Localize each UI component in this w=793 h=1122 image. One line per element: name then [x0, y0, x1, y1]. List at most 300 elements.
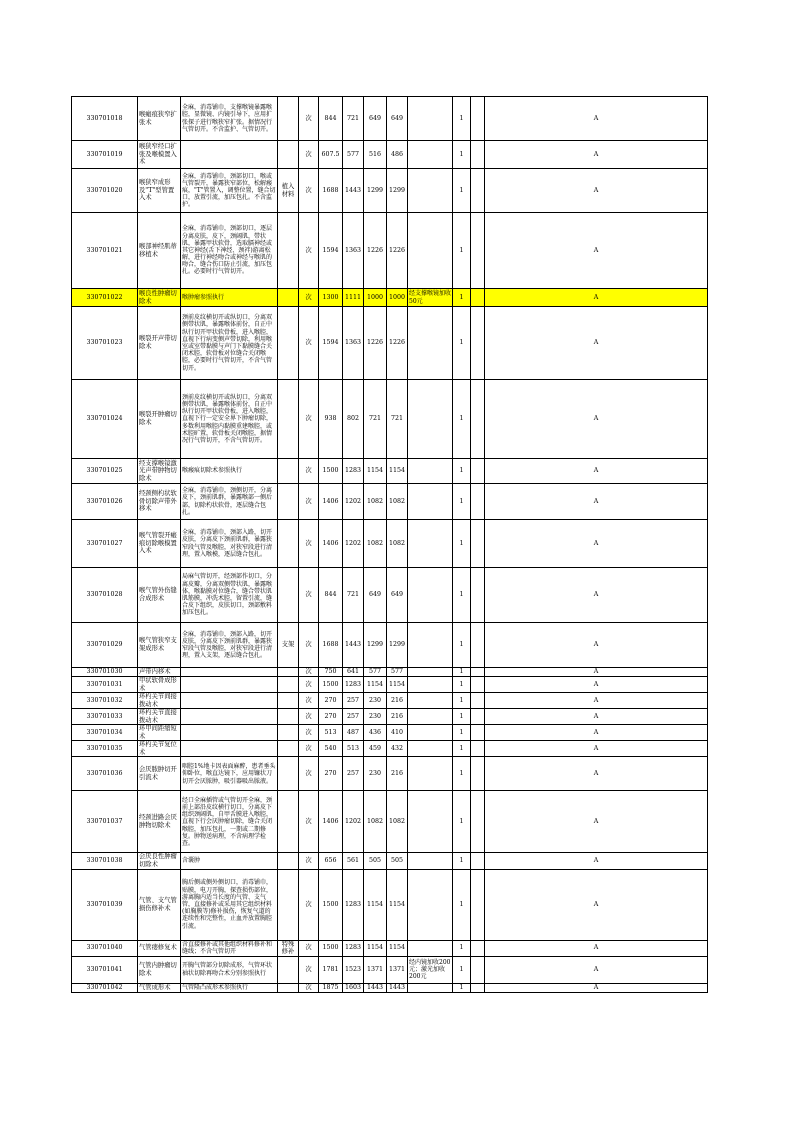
price-level-1-cell: 270: [319, 757, 343, 791]
price-level-2-cell: 721: [343, 568, 364, 623]
item-content-cell: 气管隆凸成形术参照执行: [181, 983, 278, 992]
price-level-2-cell: 487: [343, 725, 364, 741]
excluded-content-cell: [278, 983, 299, 992]
excluded-content-cell: [278, 757, 299, 791]
blank-cell: [471, 289, 485, 307]
item-content-cell: [181, 725, 278, 741]
unit-cell: 次: [299, 289, 319, 307]
ratio-cell: 1: [453, 741, 471, 757]
excluded-content-cell: [278, 725, 299, 741]
item-code-cell: 330701029: [72, 623, 138, 668]
payment-category-cell: A: [485, 983, 708, 992]
item-code-cell: 330701024: [72, 380, 138, 459]
item-name-cell: 环杓关节直接拨动术: [138, 709, 181, 725]
blank-cell: [471, 169, 485, 213]
price-level-2-cell: 257: [343, 693, 364, 709]
item-name-cell: 气管成形术: [138, 983, 181, 992]
payment-category-cell: A: [485, 289, 708, 307]
price-level-2-cell: 1202: [343, 484, 364, 520]
item-name-cell: 喉部神经肌蒂移植术: [138, 213, 181, 289]
ratio-cell: 1: [453, 169, 471, 213]
excluded-content-cell: [278, 213, 299, 289]
item-content-cell: 颈前皮纹横切开或纵切口，分离双侧带状肌，暴露喉体前份，自正中纵行切开甲状软骨板，进入喉腔，直视下行一定安全界下肿瘤切除，多数利用喉腔内黏膜重建喉腔，或术腔旷置，软骨板关闭喉腔，据情况行气管切开，不含气管切开。: [181, 380, 278, 459]
blank-cell: [471, 983, 485, 992]
price-level-4-cell: 1226: [387, 213, 408, 289]
table-row: [72, 853, 708, 869]
price-level-4-cell: 410: [387, 725, 408, 741]
price-level-1-cell: 1875: [319, 983, 343, 992]
item-code-cell: 330701027: [72, 520, 138, 568]
price-level-1-cell: 844: [319, 97, 343, 141]
note-cell: [408, 520, 453, 568]
price-level-1-cell: 540: [319, 741, 343, 757]
excluded-content-cell: [278, 141, 299, 169]
price-level-4-cell: 216: [387, 693, 408, 709]
note-cell: [408, 791, 453, 853]
unit-cell: 次: [299, 97, 319, 141]
payment-category-cell: A: [485, 741, 708, 757]
excluded-content-cell: [278, 380, 299, 459]
item-name-cell: 喉裂开声带切除术: [138, 307, 181, 380]
table-row: [72, 668, 708, 677]
table-row: [72, 983, 708, 992]
unit-cell: 次: [299, 741, 319, 757]
price-level-1-cell: 938: [319, 380, 343, 459]
excluded-content-cell: [278, 97, 299, 141]
table-row: [72, 940, 708, 956]
note-cell: [408, 459, 453, 484]
blank-cell: [471, 940, 485, 956]
item-name-cell: 气管内肿瘤切除术: [138, 956, 181, 983]
table-row: [72, 623, 708, 668]
price-level-2-cell: 1283: [343, 869, 364, 940]
item-content-cell: [181, 677, 278, 693]
ratio-cell: 1: [453, 568, 471, 623]
item-name-cell: 喉狭窄成形及"T"型管置入术: [138, 169, 181, 213]
price-level-4-cell: 486: [387, 141, 408, 169]
unit-cell: 次: [299, 520, 319, 568]
price-level-1-cell: 270: [319, 709, 343, 725]
note-cell: [408, 169, 453, 213]
table-row: [72, 741, 708, 757]
price-level-3-cell: 649: [364, 568, 387, 623]
ratio-cell: 1: [453, 623, 471, 668]
blank-cell: [471, 623, 485, 668]
price-level-2-cell: 1443: [343, 169, 364, 213]
item-code-cell: 330701033: [72, 709, 138, 725]
excluded-content-cell: 特殊修补: [278, 940, 299, 956]
price-level-1-cell: 1688: [319, 623, 343, 668]
note-cell: [408, 484, 453, 520]
item-code-cell: 330701040: [72, 940, 138, 956]
note-cell: [408, 757, 453, 791]
item-code-cell: 330701039: [72, 869, 138, 940]
price-level-1-cell: 1594: [319, 307, 343, 380]
payment-category-cell: A: [485, 568, 708, 623]
excluded-content-cell: [278, 791, 299, 853]
price-level-4-cell: 1154: [387, 869, 408, 940]
note-cell: [408, 725, 453, 741]
price-level-4-cell: 721: [387, 380, 408, 459]
price-level-1-cell: 844: [319, 568, 343, 623]
ratio-cell: 1: [453, 983, 471, 992]
price-level-3-cell: 230: [364, 757, 387, 791]
note-cell: [408, 709, 453, 725]
price-level-2-cell: 513: [343, 741, 364, 757]
blank-cell: [471, 568, 485, 623]
note-cell: 经支撑喉镜加收50元: [409, 290, 452, 305]
item-code-cell: 330701023: [72, 307, 138, 380]
excluded-content-cell: [278, 853, 299, 869]
item-content-cell: 全麻，消毒铺巾，颈部切口，喉或气管裂开，暴露狭窄部位，松解瘢痕，"T"管置入，调整位置，缝合切口，放置引流，加压包扎。不含监护。: [181, 169, 278, 213]
item-content-cell: 经口全麻插管或气管切开全麻，颈前上部沿皮纹横行切口，分离皮下组织颈阔肌，自甲舌膜进入喉腔，直视下行会厌肿瘤切除，缝合关闭喉腔，加压包扎，一期或二期修复。肿物送病理，不含病理学检查。: [181, 791, 278, 853]
price-level-3-cell: 1082: [364, 791, 387, 853]
price-level-3-cell: 505: [364, 853, 387, 869]
price-level-3-cell: 1154: [364, 677, 387, 693]
excluded-content-cell: [278, 307, 299, 380]
blank-cell: [471, 757, 485, 791]
unit-cell: 次: [299, 791, 319, 853]
excluded-content-cell: [278, 677, 299, 693]
unit-cell: 次: [299, 213, 319, 289]
blank-cell: [471, 791, 485, 853]
payment-category-cell: A: [485, 791, 708, 853]
payment-category-cell: A: [485, 380, 708, 459]
payment-category-cell: A: [485, 520, 708, 568]
ratio-cell: 1: [453, 141, 471, 169]
item-name-cell: 喉气管外伤缝合成形术: [138, 568, 181, 623]
item-name-cell: 喉气管裂开瘢痕切除喉模置入术: [138, 520, 181, 568]
payment-category-cell: A: [485, 956, 708, 983]
price-level-3-cell: 1000: [364, 289, 387, 307]
blank-cell: [471, 484, 485, 520]
price-level-1-cell: 656: [319, 853, 343, 869]
item-code-cell: 330701037: [72, 791, 138, 853]
price-level-1-cell: 1406: [319, 484, 343, 520]
price-level-4-cell: 1226: [387, 307, 408, 380]
note-cell: [408, 97, 453, 141]
price-level-4-cell: 1000: [387, 289, 408, 307]
price-level-2-cell: 1111: [343, 289, 364, 307]
ratio-cell: 1: [453, 725, 471, 741]
item-content-cell: 颈前皮纹横切开或纵切口，分离双侧带状肌，暴露喉体前份，自正中纵行切开甲状软骨板，进入喉腔，直视下行病变侧声带切除，利用喉室或室带黏膜与声门下黏膜缝合关闭术腔，软骨板对位缝合关闭喉腔，必要时行气管切开，不含气管切开。: [181, 307, 278, 380]
price-level-2-cell: 1523: [343, 956, 364, 983]
item-content-cell: 喉瘢痕切除术参照执行: [181, 459, 278, 484]
unit-cell: 次: [299, 307, 319, 380]
price-level-4-cell: 1082: [387, 484, 408, 520]
price-level-2-cell: 1443: [343, 623, 364, 668]
excluded-content-cell: [278, 484, 299, 520]
item-code-cell: 330701022: [72, 289, 138, 307]
item-name-cell: 气管、支气管损伤修补术: [138, 869, 181, 940]
fee-schedule-table: [71, 96, 708, 993]
blank-cell: [471, 693, 485, 709]
item-code-cell: 330701026: [72, 484, 138, 520]
price-level-3-cell: 516: [364, 141, 387, 169]
blank-cell: [471, 520, 485, 568]
price-level-1-cell: 1406: [319, 791, 343, 853]
excluded-content-cell: [278, 956, 299, 983]
blank-cell: [471, 725, 485, 741]
unit-cell: 次: [299, 709, 319, 725]
note-cell: [408, 668, 453, 677]
item-name-cell: 经颈侧杓状软骨切除声带外移术: [138, 484, 181, 520]
excluded-content-cell: [278, 869, 299, 940]
payment-category-cell: A: [485, 869, 708, 940]
ratio-cell: 1: [453, 956, 471, 983]
item-content-cell: 含直接修补或其他组织材料修补和缝线；不含气管切开: [181, 940, 278, 956]
note-cell: 经内镜加收200元；激光加收200元: [408, 956, 453, 983]
price-level-3-cell: 1443: [364, 983, 387, 992]
blank-cell: [471, 853, 485, 869]
price-level-4-cell: 1154: [387, 459, 408, 484]
price-level-2-cell: 1202: [343, 791, 364, 853]
unit-cell: 次: [299, 725, 319, 741]
item-content-cell: 全麻，消毒铺巾，颈侧切开，分离皮下，颈前肌群，暴露喉部一侧后部，切除杓状软骨，逐层缝合包扎。: [181, 484, 278, 520]
price-level-3-cell: 459: [364, 741, 387, 757]
note-cell: [408, 940, 453, 956]
table-row: [72, 956, 708, 983]
item-name-cell: 喉瘢痕狭窄扩张术: [138, 97, 181, 141]
table-row: [72, 725, 708, 741]
price-level-3-cell: 436: [364, 725, 387, 741]
price-level-1-cell: 750: [319, 668, 343, 677]
unit-cell: 次: [299, 869, 319, 940]
item-name-cell: 环甲间距缩短术: [138, 725, 181, 741]
note-cell: [408, 213, 453, 289]
payment-category-cell: A: [485, 484, 708, 520]
note-cell: [408, 307, 453, 380]
table-row: [72, 677, 708, 693]
price-level-1-cell: 513: [319, 725, 343, 741]
item-code-cell: 330701025: [72, 459, 138, 484]
note-cell: [408, 623, 453, 668]
price-level-3-cell: 230: [364, 693, 387, 709]
price-level-3-cell: 1226: [364, 307, 387, 380]
price-level-2-cell: 721: [343, 97, 364, 141]
blank-cell: [471, 668, 485, 677]
payment-category-cell: A: [485, 459, 708, 484]
table-row: [72, 289, 708, 307]
item-content-cell: 局麻气管切开，经颈部作切口，分离皮瓣，分离双侧带状肌，暴露喉体，喉黏膜对位缝合，缝合带状肌肌筋膜，冲洗术腔，留置引流，缝合皮下组织，皮肤切口，颈部敷料加压包扎。: [181, 568, 278, 623]
price-level-1-cell: 1781: [319, 956, 343, 983]
item-code-cell: 330701038: [72, 853, 138, 869]
price-level-3-cell: 1226: [364, 213, 387, 289]
item-name-cell: 喉良性肿瘤切除术: [138, 289, 181, 307]
price-level-4-cell: 1082: [387, 520, 408, 568]
blank-cell: [471, 213, 485, 289]
item-content-cell: [181, 668, 278, 677]
price-level-3-cell: 1154: [364, 869, 387, 940]
blank-cell: [471, 141, 485, 169]
unit-cell: 次: [299, 459, 319, 484]
item-code-cell: 330701041: [72, 956, 138, 983]
item-content-cell: 含囊肿: [181, 853, 278, 869]
blank-cell: [471, 869, 485, 940]
note-cell: [408, 677, 453, 693]
price-level-4-cell: 1371: [387, 956, 408, 983]
price-level-2-cell: 1603: [343, 983, 364, 992]
note-cell: [408, 380, 453, 459]
item-name-cell: 喉狭窄经口扩张及喉模置入术: [138, 141, 181, 169]
price-level-2-cell: 1283: [343, 940, 364, 956]
price-level-4-cell: 1443: [387, 983, 408, 992]
item-name-cell: 喉裂开肿瘤切除术: [138, 380, 181, 459]
item-content-cell: [181, 709, 278, 725]
price-level-2-cell: 1363: [343, 307, 364, 380]
unit-cell: 次: [299, 677, 319, 693]
item-code-cell: 330701030: [72, 668, 138, 677]
excluded-content-cell: [278, 668, 299, 677]
item-content-cell: 开胸气管部分切除成形，气管环状袖状切除再吻合术分别参照执行: [181, 956, 278, 983]
payment-category-cell: A: [485, 213, 708, 289]
price-level-4-cell: 577: [387, 668, 408, 677]
note-cell: [408, 141, 453, 169]
item-name-cell: 气管瘘修复术: [138, 940, 181, 956]
table-row: [72, 791, 708, 853]
blank-cell: [471, 97, 485, 141]
item-code-cell: 330701032: [72, 693, 138, 709]
price-level-4-cell: 1299: [387, 623, 408, 668]
ratio-cell: 1: [453, 791, 471, 853]
price-level-2-cell: 1283: [343, 677, 364, 693]
item-code-cell: 330701042: [72, 983, 138, 992]
payment-category-cell: A: [485, 677, 708, 693]
price-level-3-cell: 1371: [364, 956, 387, 983]
unit-cell: 次: [299, 693, 319, 709]
note-cell: [408, 869, 453, 940]
unit-cell: 次: [299, 853, 319, 869]
item-name-cell: 会厌脓肿切开引流术: [138, 757, 181, 791]
unit-cell: 次: [299, 956, 319, 983]
price-level-4-cell: 649: [387, 568, 408, 623]
excluded-content-cell: [278, 459, 299, 484]
payment-category-cell: A: [485, 141, 708, 169]
price-level-1-cell: 1300: [319, 289, 343, 307]
table-row: [72, 169, 708, 213]
payment-category-cell: A: [485, 757, 708, 791]
excluded-content-cell: 支架: [278, 623, 299, 668]
payment-category-cell: A: [485, 169, 708, 213]
unit-cell: 次: [299, 380, 319, 459]
item-content-cell: 喉肿瘤参照执行: [181, 289, 278, 307]
price-level-2-cell: 257: [343, 757, 364, 791]
price-level-2-cell: 1202: [343, 520, 364, 568]
table-row: [72, 97, 708, 141]
ratio-cell: 1: [453, 668, 471, 677]
item-code-cell: 330701019: [72, 141, 138, 169]
ratio-cell: 1: [453, 380, 471, 459]
ratio-cell: 1: [453, 940, 471, 956]
ratio-cell: 1: [453, 869, 471, 940]
price-level-1-cell: 1406: [319, 520, 343, 568]
item-name-cell: 声带内移术: [138, 668, 181, 677]
item-code-cell: 330701018: [72, 97, 138, 141]
price-level-3-cell: 721: [364, 380, 387, 459]
price-level-1-cell: 607.5: [319, 141, 343, 169]
item-name-cell: 会厌良性肿瘤切除术: [138, 853, 181, 869]
unit-cell: 次: [299, 169, 319, 213]
payment-category-cell: A: [485, 668, 708, 677]
table-row: [72, 869, 708, 940]
price-level-2-cell: 257: [343, 709, 364, 725]
price-level-1-cell: 1500: [319, 940, 343, 956]
item-name-cell: 甲状软骨成形术: [138, 677, 181, 693]
unit-cell: 次: [299, 757, 319, 791]
ratio-cell: 1: [453, 307, 471, 380]
payment-category-cell: A: [485, 853, 708, 869]
item-code-cell: 330701036: [72, 757, 138, 791]
ratio-cell: 1: [453, 289, 471, 307]
price-level-4-cell: 216: [387, 709, 408, 725]
item-name-cell: 经颈进路会厌肿物切除术: [138, 791, 181, 853]
price-level-2-cell: 1283: [343, 459, 364, 484]
ratio-cell: 1: [453, 213, 471, 289]
payment-category-cell: A: [485, 97, 708, 141]
excluded-content-cell: [278, 693, 299, 709]
table-row: [72, 693, 708, 709]
price-level-4-cell: 1154: [387, 940, 408, 956]
price-level-3-cell: 1154: [364, 940, 387, 956]
ratio-cell: 1: [453, 693, 471, 709]
price-level-1-cell: 1500: [319, 869, 343, 940]
unit-cell: 次: [299, 983, 319, 992]
price-level-3-cell: 1299: [364, 169, 387, 213]
item-content-cell: 胸后侧或侧外侧切口，消毒铺巾，贴膜，电刀开胸，探查损伤部位，游离胸内适当长度的气管、支气管，直接修补或采用其它组织材料(如胸膜等)修补损伤，恢复气道的连续性和完整性，止血并放置胸腔引流。: [181, 869, 278, 940]
unit-cell: 次: [299, 940, 319, 956]
item-name-cell: 喉气管狭窄支架成形术: [138, 623, 181, 668]
ratio-cell: 1: [453, 97, 471, 141]
excluded-content-cell: [278, 568, 299, 623]
item-name-cell: 环杓关节复位术: [138, 741, 181, 757]
item-content-cell: 全麻，消毒铺巾，支撑喉镜暴露喉腔，显微镜、内镜引导下，应用扩张探子进行喉狭窄扩张。据情况行气管切开。不含监护、气管切开。: [181, 97, 278, 141]
note-cell: [408, 568, 453, 623]
price-level-3-cell: 649: [364, 97, 387, 141]
table-row: [72, 380, 708, 459]
ratio-cell: 1: [453, 520, 471, 568]
price-level-4-cell: 1299: [387, 169, 408, 213]
excluded-content-cell: [278, 709, 299, 725]
ratio-cell: 1: [453, 757, 471, 791]
price-level-4-cell: 432: [387, 741, 408, 757]
item-content-cell: 咽腔1%地卡因表面麻醉，患者垂头仰卧位，喉直达镜下，应用镰状刀切开会厌脓肿，吸引器吸出脓液。: [181, 757, 278, 791]
unit-cell: 次: [299, 623, 319, 668]
item-content-cell: 全麻，消毒铺巾，颈部入路，切开皮肤，分离皮下颈前肌群，暴露狭窄段气管及喉腔，对狭窄段进行清理，置入支架，逐层缝合包扎。: [181, 623, 278, 668]
price-level-3-cell: 1082: [364, 520, 387, 568]
item-content-cell: 全麻，消毒铺巾，颈部切口，逐层分离皮肤，皮下，颈阔肌，带状肌，暴露甲状软骨，选取膈神经或其它神经(舌下神经、颈袢)游离松解，进行神经吻合或神经与喉肌的吻合，缝合伤口防止引流，加压包扎。必要时行气管切开。: [181, 213, 278, 289]
price-level-4-cell: 649: [387, 97, 408, 141]
payment-category-cell: A: [485, 623, 708, 668]
price-level-1-cell: 1500: [319, 459, 343, 484]
table-row: [72, 709, 708, 725]
price-level-2-cell: 561: [343, 853, 364, 869]
table-row: [72, 484, 708, 520]
blank-cell: [471, 677, 485, 693]
price-level-3-cell: 1299: [364, 623, 387, 668]
item-code-cell: 330701020: [72, 169, 138, 213]
price-level-4-cell: 216: [387, 757, 408, 791]
price-level-1-cell: 270: [319, 693, 343, 709]
note-cell: [408, 693, 453, 709]
note-cell: [408, 853, 453, 869]
item-content-cell: [181, 693, 278, 709]
excluded-content-cell: [278, 520, 299, 568]
item-code-cell: 330701028: [72, 568, 138, 623]
payment-category-cell: A: [485, 307, 708, 380]
unit-cell: 次: [299, 484, 319, 520]
blank-cell: [471, 459, 485, 484]
ratio-cell: 1: [453, 484, 471, 520]
